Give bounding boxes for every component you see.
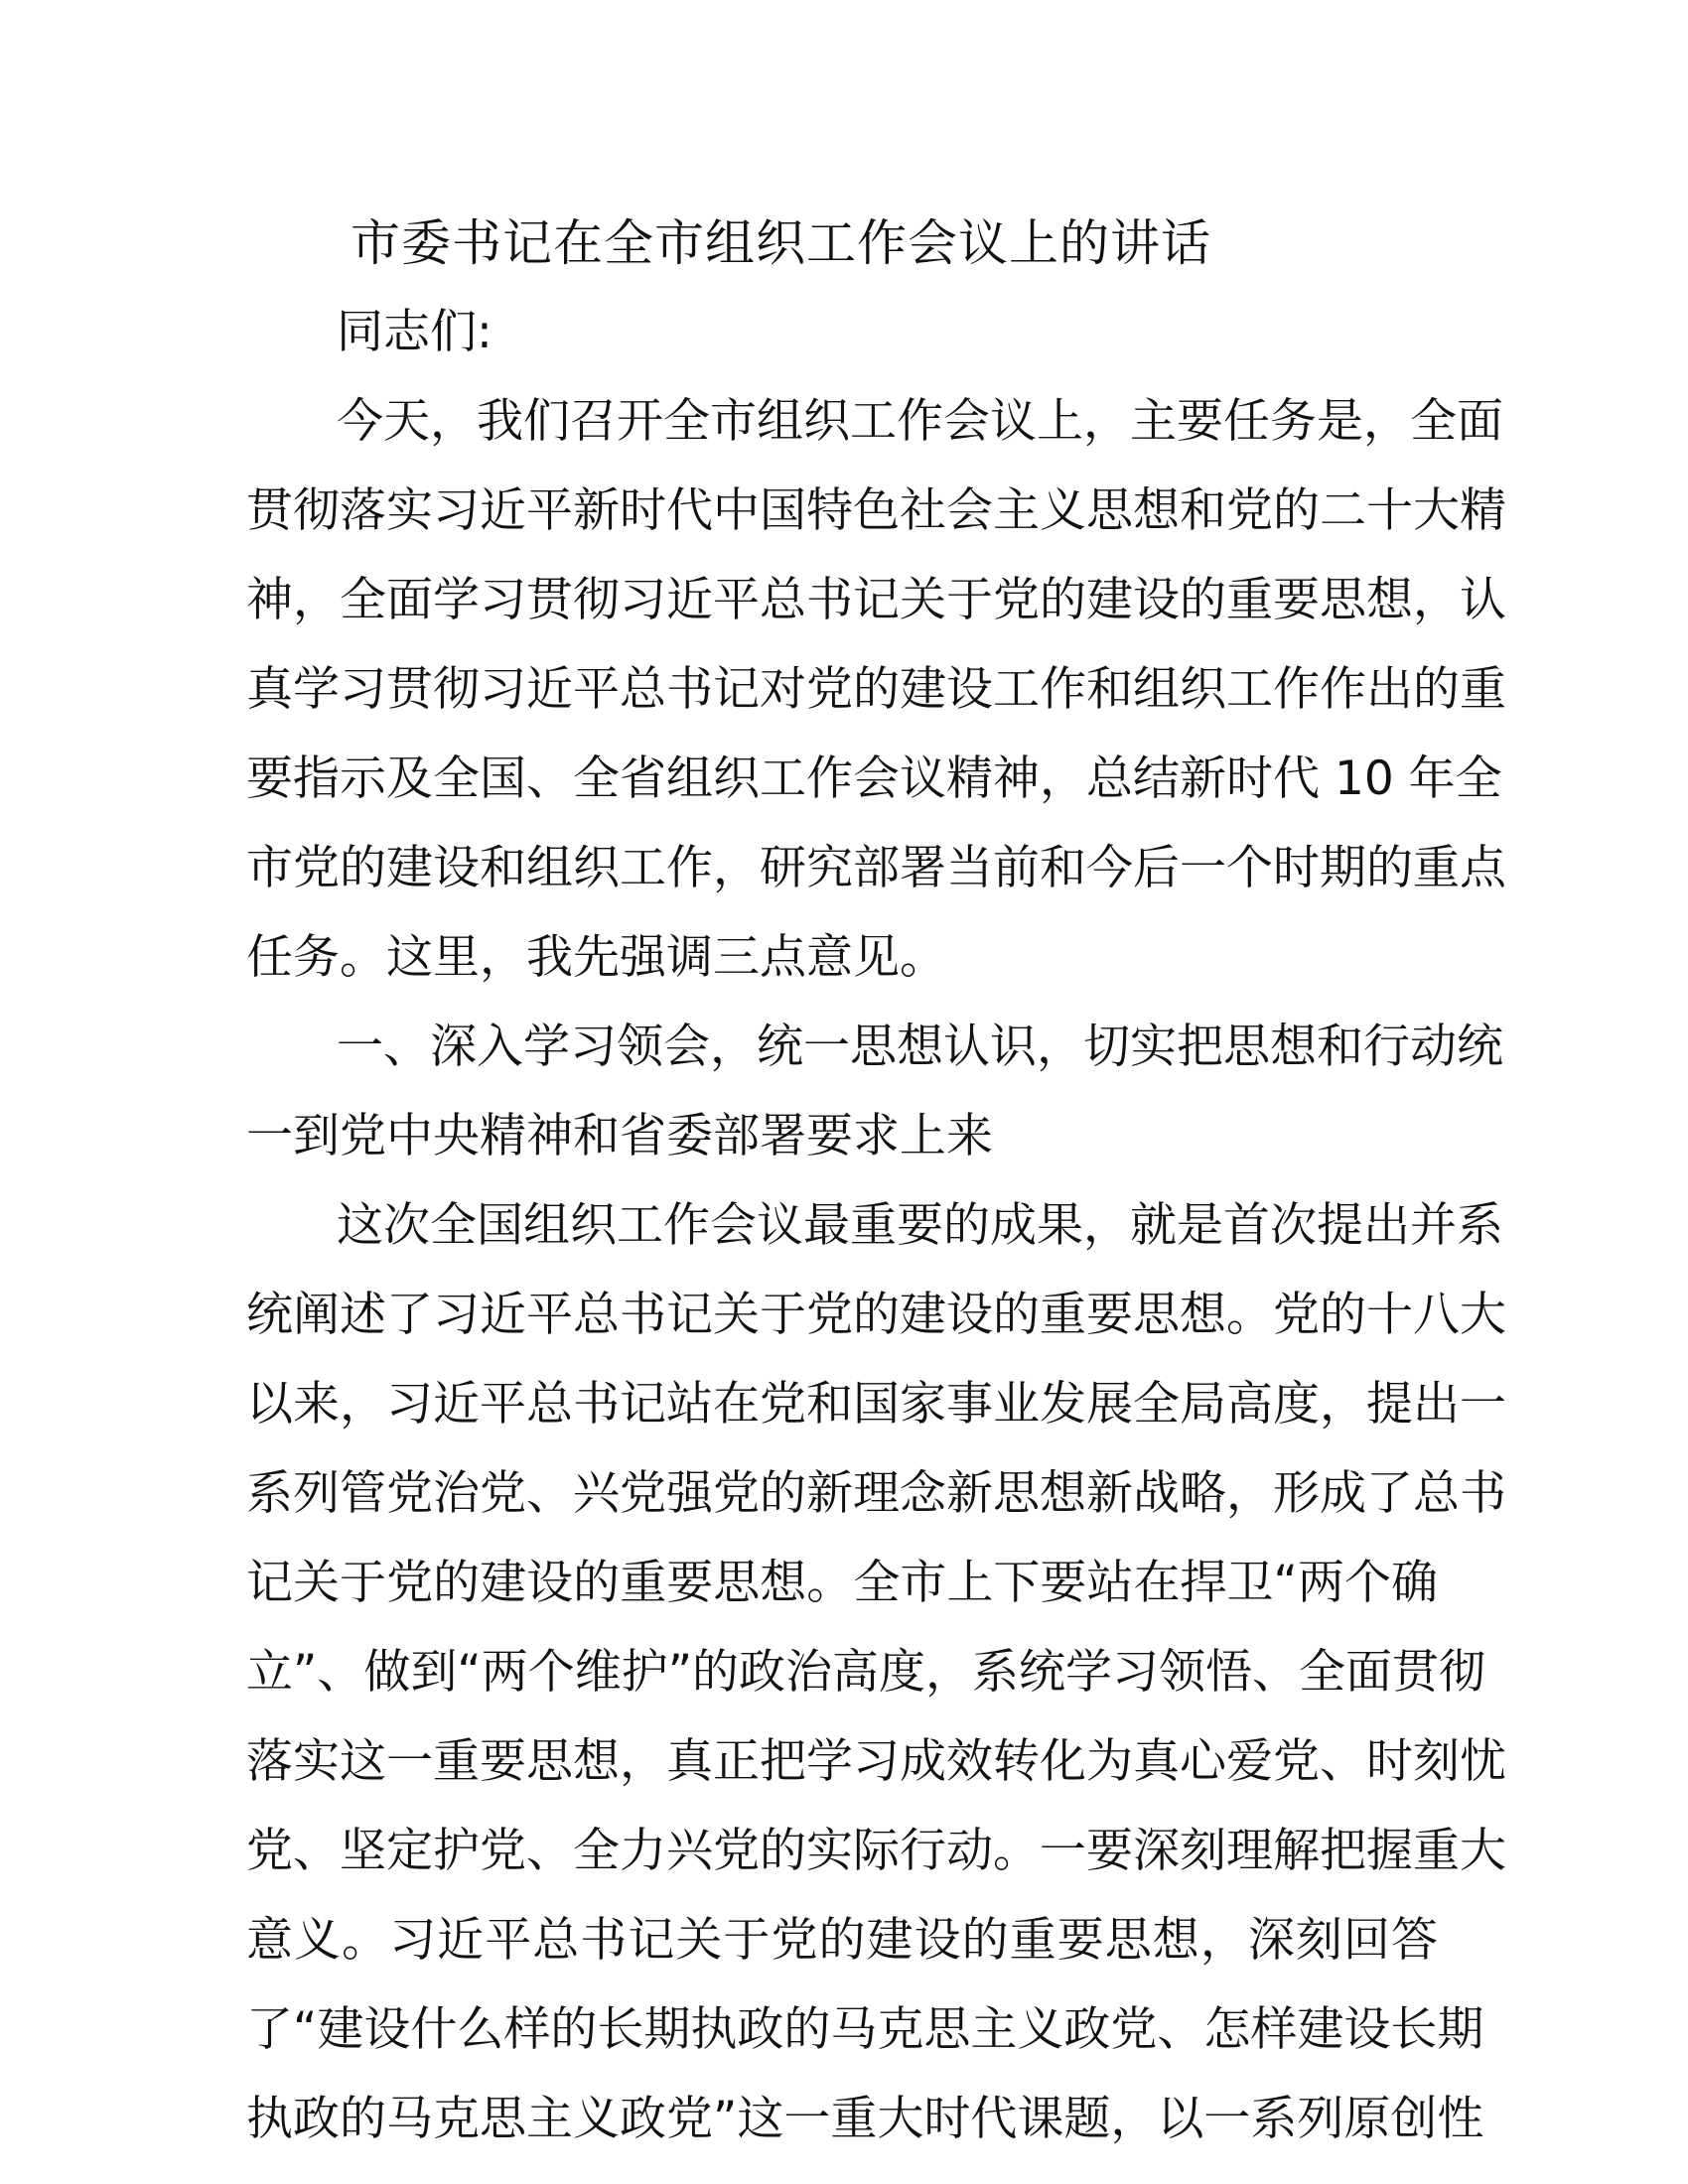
paragraph-line: 了“建设什么样的长期执政的马克思主义政党、怎样建设长期 [246, 2002, 1484, 2057]
paragraph-line: 神，全面学习贯彻习近平总书记关于党的建设的重要思想，认 [246, 573, 1506, 627]
section-heading-1 [246, 1003, 1503, 1181]
paragraph-line: 落实这一重要思想，真正把学习成效转化为真心爱党、时刻忧 [246, 1734, 1506, 1789]
paragraph-line: 党、坚定护党、全力兴党的实际行动。一要深刻理解把握重大 [246, 1824, 1506, 1878]
document-body [246, 199, 1506, 2164]
paragraph-line: 真学习贯彻习近平总书记对党的建设工作和组织工作作出的重 [246, 662, 1506, 717]
paragraph-line: 这次全国组织工作会议最重要的成果，就是首次提出并系 [337, 1198, 1503, 1253]
heading-line: 一、深入学习领会，统一思想认识，切实把思想和行动统 [337, 1020, 1503, 1074]
paragraph-line: 市党的建设和组织工作，研究部署当前和今后一个时期的重点 [246, 841, 1506, 895]
paragraph-line: 执政的马克思主义政党”这一重大时代课题，以一系列原创性 [246, 2092, 1484, 2146]
heading-line: 一到党中央精神和省委部署要求上来 [246, 1109, 993, 1163]
paragraph-body [246, 1181, 1506, 2164]
paragraph-line: 立”、做到“两个维护”的政治高度，系统学习领悟、全面贯彻 [246, 1645, 1486, 1700]
paragraph-line: 贯彻落实习近平新时代中国特色社会主义思想和党的二十大精 [246, 483, 1506, 538]
document-title: 市委书记在全市组织工作会议上的讲话 [351, 214, 1211, 272]
paragraph-line: 统阐述了习近平总书记关于党的建设的重要思想。党的十八大 [246, 1288, 1506, 1342]
paragraph-line: 意义。习近平总书记关于党的建设的重要思想，深刻回答 [246, 1913, 1438, 1968]
paragraph-line: 系列管党治党、兴党强党的新理念新思想新战略，形成了总书 [246, 1466, 1506, 1521]
paragraph-line: 以来，习近平总书记站在党和国家事业发展全局高度，提出一 [246, 1377, 1506, 1432]
paragraph-line: 要指示及全国、全省组织工作会议精神，总结新时代 10 年全 [246, 751, 1502, 806]
paragraph-intro [246, 377, 1506, 1003]
paragraph-line: 任务。这里，我先强调三点意见。 [246, 930, 946, 985]
greeting: 同志们: [337, 305, 492, 359]
paragraph-line: 今天，我们召开全市组织工作会议上，主要任务是，全面 [337, 394, 1503, 449]
paragraph-line: 记关于党的建设的重要思想。全市上下要站在捍卫“两个确 [246, 1556, 1438, 1610]
